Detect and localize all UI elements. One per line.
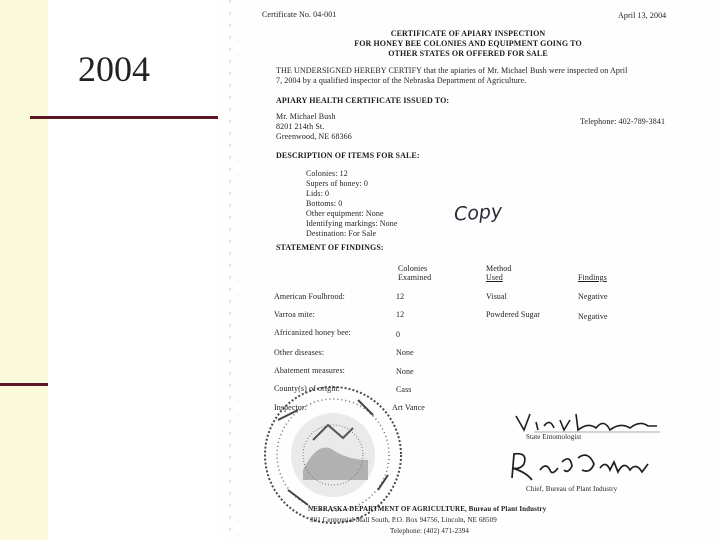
state-entomologist-signature <box>512 408 662 436</box>
certificate-date: April 13, 2004 <box>618 11 667 20</box>
row-findings-afb: Negative <box>578 292 608 301</box>
address-name: Mr. Michael Bush <box>276 112 336 121</box>
item-bottoms: Bottoms: 0 <box>306 199 343 208</box>
row-examined-africanized: 0 <box>396 330 401 339</box>
col-method-line-2: Used <box>486 273 503 282</box>
certify-line-2: 7, 2004 by a qualified inspector of the Nebraska Department of Agriculture. <box>276 76 527 85</box>
row-examined-afb: 12 <box>396 292 405 301</box>
row-value-inspector: Art Vance <box>392 403 425 412</box>
row-value-county: Cass <box>396 385 412 394</box>
row-label-inspector: Inspector: <box>274 403 307 412</box>
address-street: 8201 214th St. <box>276 122 325 131</box>
telephone: Telephone: 402-789-3841 <box>580 117 666 126</box>
findings-heading: STATEMENT OF FINDINGS: <box>276 243 384 252</box>
cert-title-line-1: CERTIFICATE OF APIARY INSPECTION <box>390 29 546 38</box>
col-findings: Findings <box>578 273 607 282</box>
item-supers: Supers of honey: 0 <box>306 179 369 188</box>
row-examined-varroa: 12 <box>396 310 405 319</box>
row-label-varroa: Varroa mite: <box>274 310 315 319</box>
certify-line-1: THE UNDERSIGNED HEREBY CERTIFY that the apiaries of Mr. Michael Bush were inspected on April <box>276 66 628 75</box>
bureau-chief-signature <box>506 448 656 484</box>
row-method-afb: Visual <box>486 292 508 301</box>
footer-line-3: Telephone: (402) 471-2394 <box>390 527 469 535</box>
address-city: Greenwood, NE 68366 <box>276 132 352 141</box>
slide-year-title: 2004 <box>78 49 150 89</box>
row-label-county: County(s) of origin: <box>274 384 340 393</box>
row-value-abatement: None <box>396 367 414 376</box>
row-method-varroa: Powdered Sugar <box>486 310 541 319</box>
certificate-number: Certificate No. 04-001 <box>262 10 337 19</box>
footer-line-2: 301 Centennial Mall South, P.O. Box 94756, Lincoln, NE 68509 <box>310 516 497 524</box>
cert-title-line-3: OTHER STATES OR OFFERED FOR SALE <box>388 49 548 58</box>
band-accent-line <box>0 383 48 386</box>
title-underline <box>30 116 236 119</box>
signature-1-title: State Entomologist <box>526 433 582 441</box>
certificate-scan <box>218 0 720 540</box>
issued-to-heading: APIARY HEALTH CERTIFICATE ISSUED TO: <box>276 96 450 105</box>
item-colonies: Colonies: 12 <box>306 169 348 178</box>
footer-line-1: NEBRASKA DEPARTMENT OF AGRICULTURE, Bureau of Plant Industry <box>308 505 547 513</box>
item-markings: Identifying markings: None <box>306 219 398 228</box>
slide-left-band <box>0 0 48 540</box>
signature-2-title: Chief, Bureau of Plant Industry <box>526 485 618 493</box>
item-destination: Destination: For Sale <box>306 229 377 238</box>
col-examined-line-2: Examined <box>398 273 432 282</box>
cert-title-line-2: FOR HONEY BEE COLONIES AND EQUIPMENT GOING TO <box>354 39 582 48</box>
row-label-abatement: Abatement measures: <box>274 366 345 375</box>
row-findings-varroa: Negative <box>578 312 608 321</box>
col-examined-line-1: Colonies <box>398 264 428 273</box>
row-label-other-diseases: Other diseases: <box>274 348 325 357</box>
row-label-africanized: Africanized honey bee: <box>274 328 351 337</box>
row-label-afb: American Foulbrood: <box>274 292 345 301</box>
col-method-line-1: Method <box>486 264 512 273</box>
row-value-other-diseases: None <box>396 348 414 357</box>
item-other-equipment: Other equipment: None <box>306 209 384 218</box>
items-heading: DESCRIPTION OF ITEMS FOR SALE: <box>276 151 420 160</box>
item-lids: Lids: 0 <box>306 189 330 198</box>
handwritten-copy-note: Copy <box>453 200 503 226</box>
